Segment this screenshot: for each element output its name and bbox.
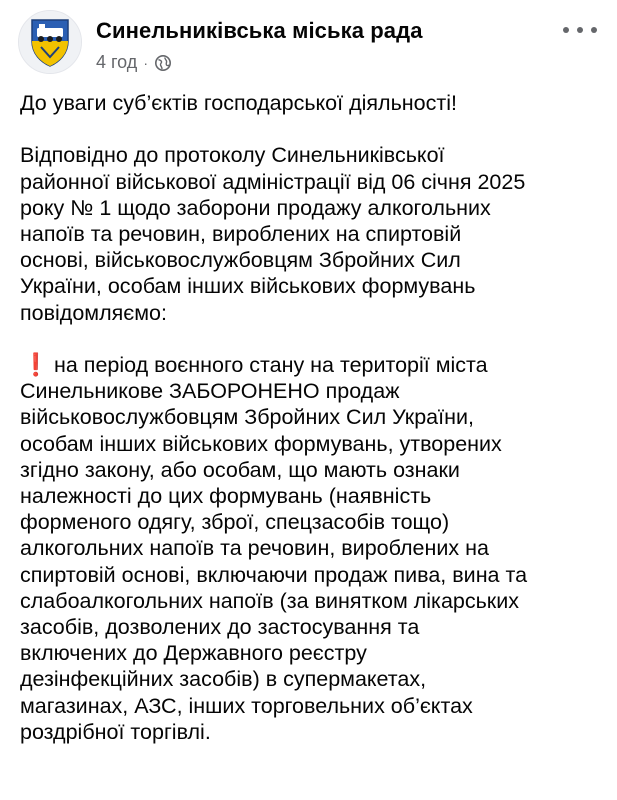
- post-time[interactable]: 4 год: [96, 52, 138, 72]
- intro-line: України, особам інших військових формувань: [20, 274, 476, 299]
- intro-paragraph: [20, 142, 605, 325]
- globe-icon[interactable]: [154, 54, 172, 72]
- notice-line: слабоалкогольних напоїв (за винятком лікарських: [20, 588, 519, 613]
- notice-first-line: на період воєнного стану на території міста: [54, 353, 488, 377]
- notice-line: роздрібної торгівлі.: [20, 719, 211, 744]
- more-dots-icon: [563, 27, 569, 33]
- more-options-button[interactable]: [563, 18, 597, 42]
- post-header: [14, 10, 603, 76]
- notice-line: форменого одягу, зброї, спецзасобів тощо): [20, 510, 450, 535]
- intro-line: року № 1 щодо заборони продажу алкогольних: [20, 195, 491, 220]
- notice-line: включених до Державного реєстру: [20, 641, 367, 666]
- notice-line: алкогольних напоїв та речовин, вироблених на: [20, 536, 489, 561]
- meta-separator: ·: [143, 54, 148, 71]
- notice-line: згідно закону, або особам, що мають ознаки: [20, 457, 460, 482]
- notice-line: магазинах, АЗС, інших торговельних об’єктах: [20, 693, 473, 718]
- notice-line: особам інших військових формувань, утворених: [20, 431, 502, 456]
- notice-line: Синельникове ЗАБОРОНЕНО продаж: [20, 379, 400, 404]
- post-meta: [96, 52, 172, 73]
- post-body: [20, 90, 605, 745]
- post-heading: До уваги суб’єктів господарської діяльності!: [20, 91, 457, 115]
- page-name[interactable]: Синельниківська міська рада: [96, 18, 423, 43]
- intro-line: районної військової адміністрації від 06 січня 2025: [20, 169, 526, 194]
- intro-line: напоїв та речовин, вироблених на спиртовій: [20, 222, 462, 246]
- notice-paragraph: [20, 352, 605, 745]
- notice-line: дезінфекційних засобів) в супермакетах,: [20, 667, 427, 692]
- exclamation-icon: ❗: [22, 352, 50, 377]
- intro-line: основі, військовослужбовцям Збройних Сил: [20, 248, 461, 273]
- city-coat-of-arms-icon: [19, 11, 81, 73]
- notice-line: належності до цих формувань (наявність: [20, 484, 432, 509]
- notice-line: військовослужбовцям Збройних Сил України,: [20, 405, 474, 430]
- intro-line: Відповідно до протоколу Синельниківської: [20, 143, 445, 168]
- intro-line: повідомляємо:: [20, 300, 167, 325]
- notice-line: [20, 352, 605, 378]
- notice-line: засобів, дозволених до застосування та: [20, 615, 420, 640]
- page-avatar[interactable]: [18, 10, 82, 74]
- notice-line: спиртовій основі, включаючи продаж пива, вина та: [20, 562, 528, 587]
